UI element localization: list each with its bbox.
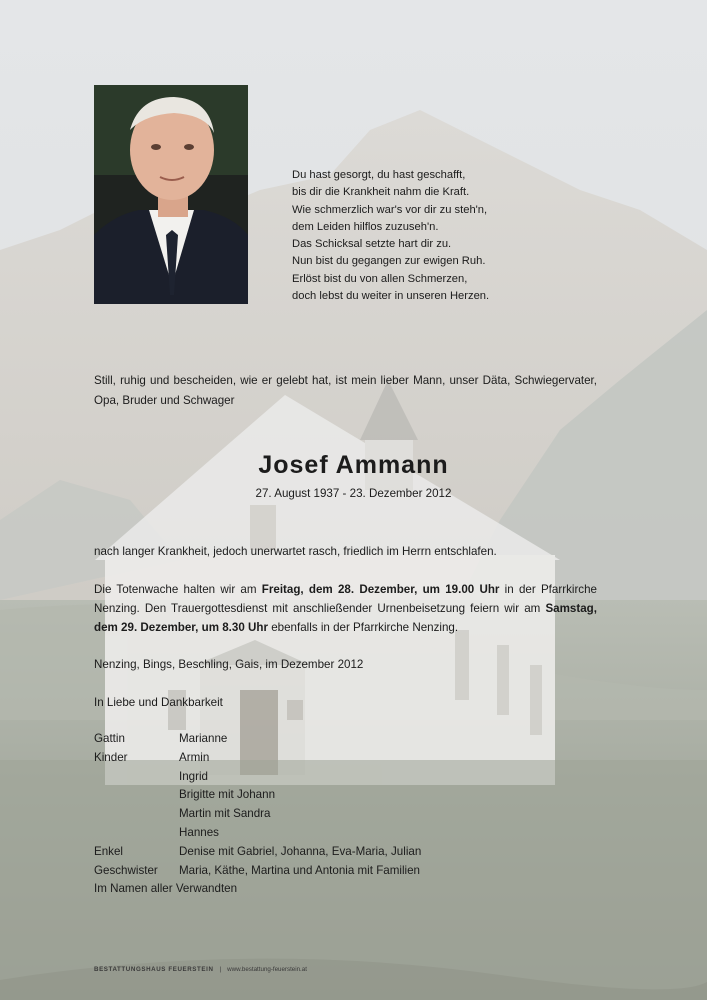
mourner-names: Ingrid	[179, 769, 209, 783]
mourner-row	[94, 786, 597, 805]
footer	[94, 966, 307, 973]
mourner-names: Marianne	[179, 732, 228, 745]
mourner-row	[94, 862, 597, 881]
mourner-relation	[94, 824, 179, 843]
deceased-name: Josef Ammann	[258, 451, 449, 479]
footer-brand: BESTATTUNGSHAUS FEUERSTEIN	[94, 966, 214, 973]
poem-line: bis dir die Krankheit nahm die Kraft.	[292, 186, 470, 199]
poem-line: doch lebst du weiter in unseren Herzen.	[292, 290, 490, 303]
mourner-relation: Geschwister	[94, 863, 158, 877]
mourner-row	[94, 805, 597, 824]
mourner-row	[94, 768, 597, 787]
mourner-names: Armin	[179, 750, 210, 764]
thanks-line: In Liebe und Dankbarkeit	[94, 696, 223, 709]
wake-date: Freitag, dem 28. Dezember, um 19.00 Uhr	[261, 583, 500, 596]
footer-separator: |	[219, 966, 222, 973]
mourner-row	[94, 730, 597, 749]
poem-line: Du hast gesorgt, du hast geschafft,	[292, 169, 466, 181]
poem-line: Wie schmerzlich war's vor dir zu steh'n,	[292, 203, 488, 216]
mourner-relation	[94, 805, 179, 824]
funeral-date: Samstag, dem 29. Dezember, um 8.30 Uhr	[94, 602, 597, 634]
ceremony-text-part: Die Totenwache halten wir am	[94, 583, 262, 596]
place-date: Nenzing, Bings, Beschling, Gais, im Dezember 2012	[94, 658, 364, 671]
poem-line: dem Leiden hilflos zuzuseh'n.	[292, 220, 439, 233]
mourner-row	[94, 749, 597, 768]
portrait-photo	[94, 85, 248, 304]
mourner-names: Martin mit Sandra	[179, 807, 271, 821]
mourner-relation: Enkel	[94, 844, 124, 858]
mourner-names: Denise mit Gabriel, Johanna, Eva-Maria, Julian	[179, 844, 422, 858]
mourner-row	[94, 843, 597, 862]
ceremony-text	[94, 580, 597, 637]
passing-text: nach langer Krankheit, jedoch unerwartet rasch, friedlich im Herrn entschlafen.	[94, 545, 497, 558]
mourner-names: Hannes	[179, 825, 219, 839]
mourner-row	[94, 824, 597, 843]
mourner-relation: Gattin	[94, 732, 125, 745]
ceremony-text-part: in der Pfarrkirche Nenzing. Den Trauergottesdienst mit anschließender Urnenbeisetzung feiern wir am	[94, 583, 597, 615]
intro-text: Still, ruhig und bescheiden, wie er gelebt hat, ist mein lieber Mann, unser Däta, Schwiegervater, Opa, Bruder und Schwager	[94, 374, 597, 407]
life-dates: 27. August 1937 - 23. Dezember 2012	[255, 487, 452, 500]
ceremony-text-part: ebenfalls in der Pfarrkirche Nenzing.	[267, 621, 459, 634]
mourner-relation: Im Namen aller Verwandten	[94, 882, 238, 896]
mourner-relation: Kinder	[94, 750, 128, 764]
memorial-poem	[292, 167, 592, 305]
mourner-names: Brigitte mit Johann	[179, 788, 276, 802]
mourner-names: Maria, Käthe, Martina und Antonia mit Familien	[179, 863, 421, 877]
mourner-relation	[94, 768, 179, 787]
footer-url[interactable]: www.bestattung-feuerstein.at	[227, 966, 307, 973]
mourner-row	[94, 880, 597, 899]
poem-line: Nun bist du gegangen zur ewigen Ruh.	[292, 255, 486, 268]
poem-line: Erlöst bist du von allen Schmerzen,	[292, 272, 468, 285]
mourner-relation	[94, 786, 179, 805]
poem-line: Das Schicksal setzte hart dir zu.	[292, 238, 452, 251]
mourners-list	[94, 730, 597, 899]
